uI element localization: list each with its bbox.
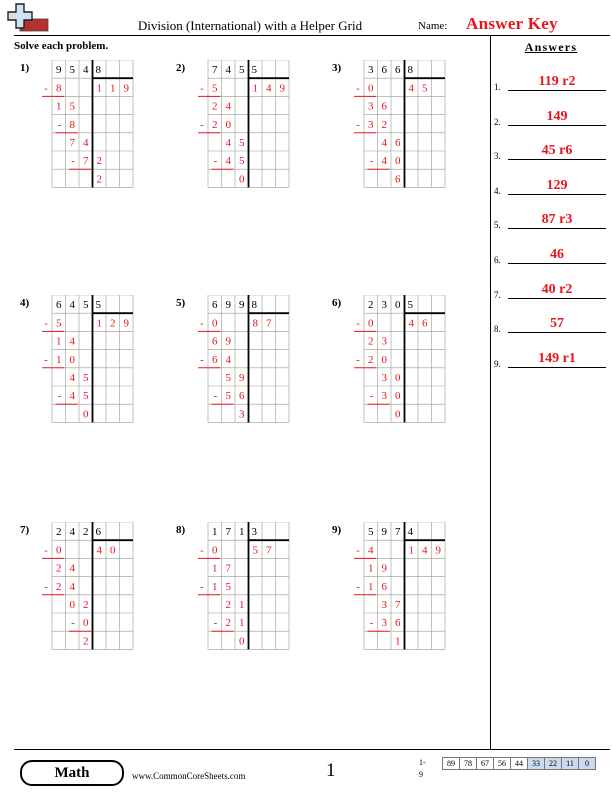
problem-number: 1)	[20, 62, 30, 74]
answer-row	[494, 177, 610, 197]
minus-sign: -	[44, 580, 48, 593]
problem-number: 9)	[332, 524, 342, 536]
score-cell: 67	[476, 757, 494, 770]
answer-key-label: Answer Key	[466, 14, 558, 33]
page-title: Division (International) with a Helper Grid	[137, 18, 363, 33]
minus-sign: -	[44, 82, 48, 95]
minus-sign: -	[200, 544, 204, 557]
work-digit: 4	[83, 137, 89, 149]
helper-grid	[176, 295, 316, 435]
answer-row	[494, 211, 610, 231]
answer-value: 57	[508, 316, 606, 333]
dividend-digit: 4	[83, 64, 89, 77]
work-digit: 5	[83, 372, 89, 384]
minus-sign: -	[200, 353, 204, 366]
division-problem	[332, 60, 472, 200]
minus-sign: -	[213, 617, 218, 630]
score-cell: 22	[544, 757, 562, 770]
dividend-digit: 5	[83, 299, 89, 312]
work-digit: 6	[212, 353, 218, 366]
page-number: 1	[326, 760, 336, 781]
problem-number: 8)	[176, 524, 186, 536]
work-digit: 4	[69, 372, 75, 384]
work-digit: 5	[225, 390, 231, 403]
work-digit: 2	[96, 173, 102, 186]
work-digit: 3	[368, 100, 374, 113]
work-digit: 3	[381, 390, 387, 403]
divisor-digit: 5	[407, 299, 413, 312]
work-digit: 9	[225, 335, 231, 348]
divisor-digit: 5	[251, 64, 257, 77]
answer-number: 9.	[494, 358, 501, 369]
answers-heading: Answers	[524, 40, 578, 54]
quotient-digit: 4	[266, 82, 272, 95]
work-digit: 4	[225, 155, 231, 168]
work-digit: 2	[212, 100, 218, 113]
quotient-digit: 4	[422, 544, 428, 557]
work-digit: 4	[69, 390, 75, 403]
work-digit: 5	[56, 317, 62, 330]
work-digit: 4	[69, 335, 75, 348]
problem-number: 3)	[332, 62, 342, 74]
minus-sign: -	[71, 155, 75, 168]
work-digit: 7	[225, 562, 231, 575]
score-cell: 0	[578, 757, 596, 770]
work-digit: 5	[69, 100, 75, 113]
work-digit: 3	[381, 372, 387, 384]
dividend-digit: 9	[239, 299, 245, 312]
answer-value: 40 r2	[508, 282, 606, 299]
quotient-digit: 0	[110, 544, 116, 557]
helper-grid	[332, 295, 472, 435]
subject-badge: Math	[20, 760, 124, 786]
work-digit: 1	[56, 353, 62, 366]
helper-grid	[20, 522, 160, 662]
dividend-digit: 0	[395, 299, 401, 312]
division-problem	[20, 295, 160, 435]
dividend-digit: 4	[225, 64, 231, 77]
division-problem	[176, 60, 316, 200]
answer-value: 149	[508, 109, 606, 126]
dividend-digit: 6	[381, 64, 387, 77]
work-digit: 6	[239, 390, 245, 403]
logo-plus-icon	[4, 2, 52, 34]
dividend-digit: 2	[56, 526, 62, 539]
work-digit: 7	[395, 599, 401, 611]
answer-row	[494, 315, 610, 335]
work-digit: 4	[225, 100, 231, 113]
minus-sign: -	[213, 390, 218, 403]
score-cells	[443, 757, 596, 770]
work-digit: 9	[381, 562, 387, 575]
work-digit: 0	[83, 617, 89, 630]
dividend-digit: 9	[56, 64, 62, 77]
answer-row	[494, 108, 610, 128]
dividend-digit: 6	[56, 299, 62, 312]
work-digit: 6	[395, 173, 401, 186]
work-digit: 6	[381, 100, 387, 113]
work-digit: 0	[212, 544, 218, 557]
answer-row	[494, 73, 610, 93]
minus-sign: -	[200, 317, 204, 330]
minus-sign: -	[44, 544, 48, 557]
divisor-digit: 8	[95, 64, 101, 77]
work-digit: 2	[83, 635, 89, 648]
score-cell: 44	[510, 757, 528, 770]
work-digit: 0	[395, 372, 401, 384]
work-digit: 0	[69, 353, 75, 366]
work-digit: 0	[395, 155, 401, 168]
minus-sign: -	[369, 155, 374, 168]
helper-grid	[20, 60, 160, 200]
work-digit: 1	[239, 617, 245, 630]
score-cell: 78	[459, 757, 477, 770]
helper-grid	[176, 522, 316, 662]
work-digit: 0	[395, 408, 401, 421]
minus-sign: -	[356, 544, 360, 557]
answer-number: 4.	[494, 185, 501, 196]
answer-row	[494, 281, 610, 301]
work-digit: 6	[212, 335, 218, 348]
work-digit: 2	[212, 118, 218, 131]
minus-sign: -	[44, 317, 48, 330]
work-digit: 1	[56, 335, 62, 348]
work-digit: 3	[381, 335, 387, 348]
answer-value: 45 r6	[508, 143, 606, 160]
work-digit: 4	[381, 155, 387, 168]
work-digit: 8	[69, 118, 75, 131]
header-rule	[14, 35, 610, 36]
quotient-digit: 1	[96, 317, 102, 330]
score-range-label: 1-9	[419, 758, 426, 779]
problem-number: 2)	[176, 62, 186, 74]
work-digit: 0	[381, 353, 387, 366]
minus-sign: -	[57, 390, 62, 403]
dividend-digit: 7	[395, 526, 401, 539]
quotient-digit: 6	[422, 317, 428, 330]
answer-value: 149 r1	[508, 351, 606, 368]
work-digit: 0	[56, 544, 62, 557]
work-digit: 4	[225, 353, 231, 366]
work-digit: 2	[56, 580, 62, 593]
work-digit: 1	[368, 562, 374, 575]
answer-number: 2.	[494, 116, 501, 127]
dividend-digit: 3	[381, 299, 387, 312]
work-digit: 3	[239, 408, 245, 421]
dividend-digit: 9	[381, 526, 387, 539]
divisor-digit: 4	[407, 526, 413, 539]
work-digit: 9	[239, 372, 245, 384]
dividend-digit: 1	[239, 526, 245, 539]
minus-sign: -	[213, 155, 218, 168]
work-digit: 5	[225, 372, 231, 384]
score-cell: 89	[442, 757, 460, 770]
work-digit: 3	[368, 118, 374, 131]
quotient-digit: 2	[110, 317, 116, 330]
division-problem	[176, 295, 316, 435]
quotient-digit: 1	[252, 82, 258, 95]
quotient-digit: 9	[435, 544, 441, 557]
work-digit: 2	[225, 599, 231, 611]
divisor-digit: 8	[251, 299, 257, 312]
quotient-digit: 8	[252, 317, 258, 330]
work-digit: 0	[395, 390, 401, 403]
helper-grid	[332, 60, 472, 200]
quotient-digit: 1	[96, 82, 102, 95]
score-cell: 56	[493, 757, 511, 770]
work-digit: 7	[69, 137, 75, 149]
dividend-digit: 2	[368, 299, 374, 312]
work-digit: 0	[69, 599, 75, 611]
divisor-digit: 6	[95, 526, 101, 539]
answer-number: 8.	[494, 324, 501, 335]
answer-number: 1.	[494, 82, 501, 92]
work-digit: 2	[96, 155, 102, 168]
quotient-digit: 5	[422, 82, 428, 95]
minus-sign: -	[356, 353, 360, 366]
dividend-digit: 4	[69, 526, 75, 539]
work-digit: 1	[56, 100, 62, 113]
work-digit: 0	[212, 317, 218, 330]
work-digit: 4	[381, 137, 387, 149]
dividend-digit: 5	[69, 64, 75, 77]
minus-sign: -	[356, 580, 360, 593]
footer-rule	[14, 749, 610, 750]
answer-value: 119 r2	[508, 74, 606, 91]
work-digit: 0	[368, 317, 374, 330]
division-problem	[176, 522, 316, 662]
answer-number: 3.	[494, 151, 501, 162]
quotient-digit: 4	[408, 317, 414, 330]
dividend-digit: 5	[368, 526, 374, 539]
instructions: Solve each problem.	[14, 40, 109, 52]
quotient-digit: 5	[252, 544, 258, 557]
work-digit: 4	[368, 544, 374, 557]
helper-grid	[332, 522, 472, 662]
problem-number: 4)	[20, 297, 30, 309]
divisor-digit: 5	[95, 299, 101, 312]
work-digit: 0	[239, 635, 245, 648]
work-digit: 5	[239, 137, 245, 149]
work-digit: 0	[225, 118, 231, 131]
divisor-digit: 8	[407, 64, 413, 77]
helper-grid	[20, 295, 160, 435]
minus-sign: -	[71, 617, 75, 630]
work-digit: 7	[83, 155, 89, 168]
work-digit: 5	[83, 390, 89, 403]
dividend-digit: 2	[83, 526, 89, 539]
work-digit: 1	[395, 635, 401, 648]
answer-value: 87 r3	[508, 212, 606, 229]
quotient-digit: 4	[408, 82, 414, 95]
work-digit: 4	[69, 580, 75, 593]
quotient-digit: 4	[96, 544, 102, 557]
quotient-digit: 1	[110, 82, 116, 95]
dividend-digit: 1	[212, 526, 218, 539]
work-digit: 6	[395, 137, 401, 149]
answer-row	[494, 246, 610, 266]
division-problem	[20, 60, 160, 200]
work-digit: 8	[56, 82, 62, 95]
divisor-digit: 3	[251, 526, 257, 539]
work-digit: 1	[239, 599, 245, 611]
dividend-digit: 4	[69, 299, 75, 312]
work-digit: 3	[381, 617, 387, 630]
minus-sign: -	[369, 390, 374, 403]
work-digit: 1	[212, 562, 218, 575]
dividend-digit: 7	[212, 64, 218, 77]
answers-column-divider	[490, 35, 491, 749]
work-digit: 2	[225, 617, 231, 630]
footer-url: www.CommonCoreSheets.com	[132, 771, 246, 781]
work-digit: 0	[83, 408, 89, 421]
answer-row	[494, 350, 610, 370]
work-digit: 5	[239, 155, 245, 168]
quotient-digit: 9	[123, 82, 129, 95]
work-digit: 5	[212, 82, 218, 95]
quotient-digit: 7	[266, 544, 272, 557]
minus-sign: -	[356, 82, 360, 95]
work-digit: 0	[239, 173, 245, 186]
minus-sign: -	[200, 82, 204, 95]
work-digit: 2	[368, 353, 374, 366]
dividend-digit: 3	[368, 64, 374, 77]
problem-number: 6)	[332, 297, 342, 309]
minus-sign: -	[356, 118, 360, 131]
work-digit: 2	[83, 599, 89, 611]
problem-number: 5)	[176, 297, 186, 309]
work-digit: 6	[395, 617, 401, 630]
work-digit: 2	[56, 562, 62, 575]
answer-value: 129	[508, 178, 606, 195]
minus-sign: -	[369, 617, 374, 630]
answer-row	[494, 142, 610, 162]
answer-number: 5.	[494, 220, 501, 231]
dividend-digit: 6	[395, 64, 401, 77]
quotient-digit: 1	[408, 544, 414, 557]
minus-sign: -	[356, 317, 360, 330]
work-digit: 6	[381, 580, 387, 593]
minus-sign: -	[200, 118, 204, 131]
work-digit: 4	[225, 137, 231, 149]
quotient-digit: 9	[123, 317, 129, 330]
dividend-digit: 6	[212, 299, 218, 312]
minus-sign: -	[44, 353, 48, 366]
score-cell: 11	[561, 757, 579, 770]
work-digit: 0	[368, 82, 374, 95]
work-digit: 4	[69, 562, 75, 575]
minus-sign: -	[57, 118, 62, 131]
quotient-digit: 9	[279, 82, 285, 95]
minus-sign: -	[200, 580, 204, 593]
work-digit: 5	[225, 580, 231, 593]
work-digit: 3	[381, 599, 387, 611]
work-digit: 1	[212, 580, 218, 593]
dividend-digit: 7	[225, 526, 231, 539]
problem-number: 7)	[20, 524, 30, 536]
division-problem	[332, 522, 472, 662]
quotient-digit: 7	[266, 317, 272, 330]
dividend-digit: 5	[239, 64, 245, 77]
work-digit: 2	[381, 118, 387, 131]
work-digit: 1	[368, 580, 374, 593]
answer-number: 6.	[494, 255, 501, 265]
answer-value: 46	[508, 247, 606, 264]
answer-number: 7.	[494, 289, 501, 300]
name-label: Name:	[418, 20, 448, 32]
helper-grid	[176, 60, 316, 200]
division-problem	[20, 522, 160, 662]
score-cell: 33	[527, 757, 545, 770]
division-problem	[332, 295, 472, 435]
work-digit: 2	[368, 335, 374, 348]
dividend-digit: 9	[225, 299, 231, 312]
